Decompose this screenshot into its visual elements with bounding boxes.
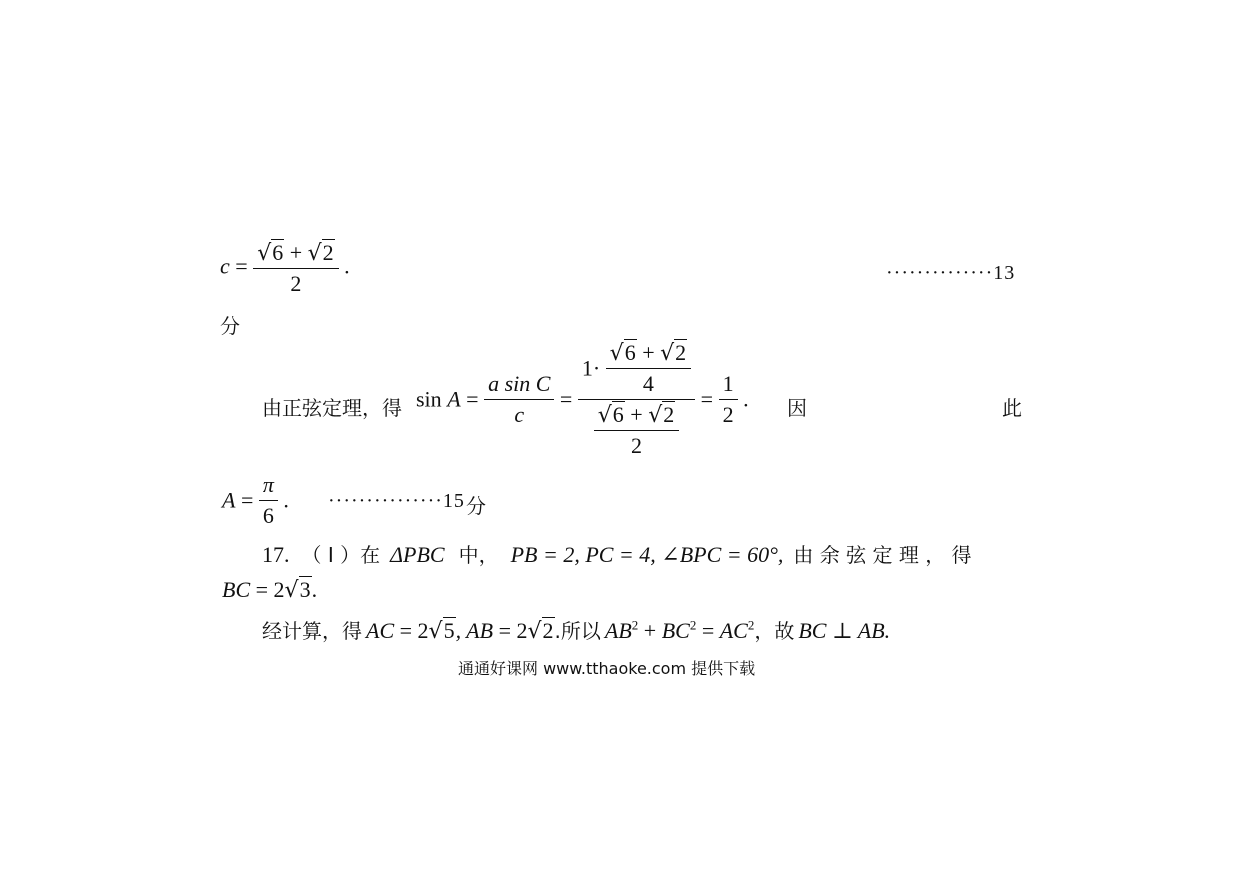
score-dots-13: ··············13 <box>886 262 1016 284</box>
problem-17-line: 17. （ Ⅰ ）在 ΔPBC 中， PB = 2, PC = 4, ∠BPC = 60°, 由 余 弦 定 理 ， 得 <box>262 542 972 567</box>
compound-fraction: 1· $\frac{√6 + √2}{4}$ $\frac{√6 + √2}{2}$ <box>578 340 695 459</box>
formula-c: c = $\frac{√6 + √2}{2}$ . <box>220 240 350 296</box>
formula-sinA: sin A = $\frac{\text{a sin C}}{c}$ = 1· $\frac{√6 + √2}{4}$ $\frac{√6 + √2}{2}$ = $\frac{1}{2}$ . <box>416 340 749 458</box>
part-label: （ Ⅰ ）在 <box>301 543 381 567</box>
footer-credit: 通通好课网 www.tthaoke.com 提供下载 <box>458 659 756 678</box>
score-unit-13: 分 <box>220 314 240 338</box>
law-of-cosines-text: 由 余 弦 定 理 ， 得 <box>793 543 972 567</box>
sqrt-2: √2 <box>307 240 334 266</box>
problem-number: 17. <box>262 542 290 567</box>
var-c: c <box>220 253 230 279</box>
fraction-c: $\frac{√6 + √2}{2}$ <box>253 240 338 297</box>
score-dots-15: ···············15 <box>328 490 465 512</box>
given-conditions: PB = 2, PC = 4, ∠BPC = 60°, <box>510 542 784 567</box>
fraction-pi-over-6: $\frac{\pi}{6}$ <box>259 472 278 529</box>
score-unit-15: 分 <box>466 494 486 518</box>
fraction-asinC-over-c: $\frac{\text{a sin C}}{c}$ <box>484 371 554 428</box>
calculation-line: 经计算，得 AC = 2√5, AB = 2√2.所以 $AB^2 + BC^2 = AC^2$，故 BC ⊥ AB. <box>262 617 891 644</box>
equals: = <box>235 253 248 279</box>
formula-bc: BC = 2√3. <box>222 577 318 603</box>
therefore-yin: 因 <box>787 396 807 420</box>
therefore-ci: 此 <box>1002 396 1022 420</box>
sqrt-6: √6 <box>257 240 284 266</box>
law-of-sines-prefix: 由正弦定理，得 <box>262 396 402 420</box>
triangle-pbc: ΔPBC <box>390 542 445 567</box>
formula-A: A = $\frac{\pi}{6}$ . <box>222 472 289 528</box>
fraction-one-half: $\frac{1}{2}$ <box>719 371 738 428</box>
